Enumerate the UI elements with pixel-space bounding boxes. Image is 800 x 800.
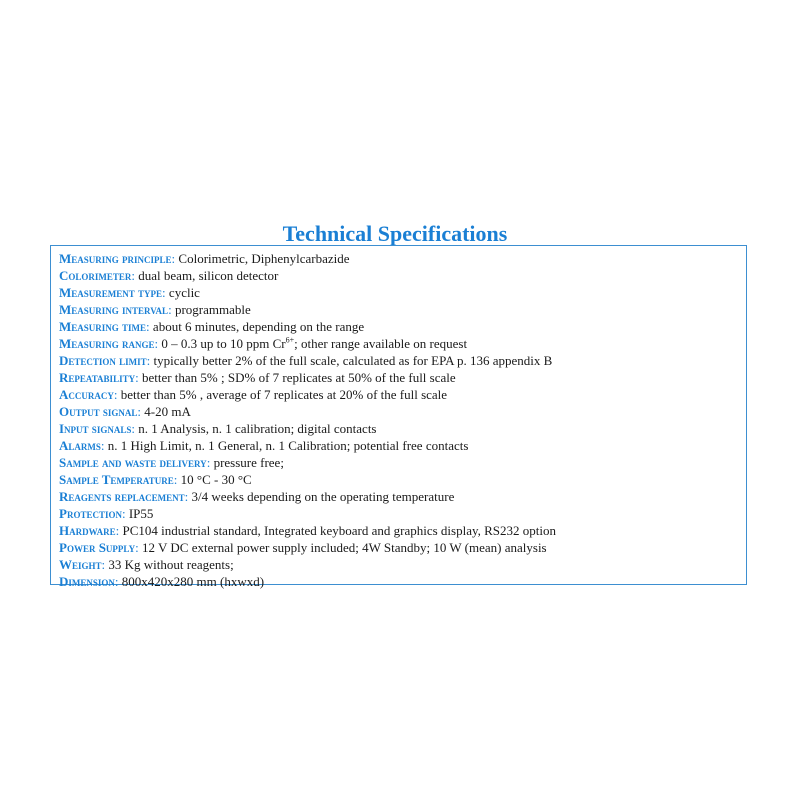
spec-value: typically better 2% of the full scale, calculated as for EPA p. 136 appendix B	[150, 353, 553, 368]
spec-row-dimension: Dimension: 800x420x280 mm (hxwxd)	[59, 574, 265, 589]
spec-label: Repeatability	[59, 370, 136, 385]
spec-value: 12 V DC external power supply included; 4W Standby; 10 W (mean) analysis	[138, 540, 547, 555]
spec-value: n. 1 High Limit, n. 1 General, n. 1 Calibration; potential free contacts	[104, 438, 469, 453]
spec-value: programmable	[171, 302, 251, 317]
spec-value: n. 1 Analysis, n. 1 calibration; digital contacts	[134, 421, 377, 436]
spec-row-reagents-replacement: Reagents replacement: 3/4 weeks depending on the operating temperature	[59, 489, 455, 504]
spec-row-sample-waste-delivery: Sample and waste delivery: pressure free;	[59, 455, 284, 470]
spec-label: Sample Temperature	[59, 472, 174, 487]
spec-value: better than 5% , average of 7 replicates at 20% of the full scale	[117, 387, 448, 402]
spec-value: 800x420x280 mm (hxwxd)	[118, 574, 265, 589]
spec-label: Measuring time	[59, 319, 147, 334]
spec-row-protection: Protection: IP55	[59, 506, 154, 521]
spec-value: 4-20 mA	[141, 404, 191, 419]
spec-row-hardware: Hardware: PC104 industrial standard, Integrated keyboard and graphics display, RS232 option	[59, 523, 557, 538]
spec-value: better than 5% ; SD% of 7 replicates at 50% of the full scale	[138, 370, 456, 385]
spec-value: 3/4 weeks depending on the operating temperature	[188, 489, 455, 504]
spec-superscript: 6+	[285, 335, 295, 345]
spec-label: Hardware	[59, 523, 116, 538]
spec-value: IP55	[125, 506, 154, 521]
spec-label: Reagents replacement	[59, 489, 185, 504]
spec-label: Measuring range	[59, 336, 155, 351]
spec-label: Alarms	[59, 438, 101, 453]
spec-label: Output signal	[59, 404, 138, 419]
spec-label: Dimension	[59, 574, 115, 589]
spec-label: Measuring principle	[59, 251, 172, 266]
spec-label: Weight	[59, 557, 102, 572]
spec-row-measuring-principle: Measuring principle: Colorimetric, Diphenylcarbazide	[59, 251, 350, 266]
spec-row-detection-limit: Detection limit: typically better 2% of the full scale, calculated as for EPA p. 136 appendix B	[59, 353, 553, 368]
spec-value: cyclic	[165, 285, 200, 300]
spec-label: Colorimeter	[59, 268, 132, 283]
spec-label: Protection	[59, 506, 122, 521]
spec-value-after: ; other range available on request	[294, 336, 468, 351]
spec-label: Measurement type	[59, 285, 163, 300]
spec-label: Sample and waste delivery	[59, 455, 207, 470]
spec-row-accuracy: Accuracy: better than 5% , average of 7 replicates at 20% of the full scale	[59, 387, 448, 402]
spec-row-colorimeter: Colorimeter: dual beam, silicon detector	[59, 268, 279, 283]
spec-value: 10 °C - 30 °C	[177, 472, 252, 487]
spec-row-input-signals: Input signals: n. 1 Analysis, n. 1 calibration; digital contacts	[59, 421, 377, 436]
spec-value: pressure free;	[210, 455, 284, 470]
spec-row-measuring-interval: Measuring interval: programmable	[59, 302, 251, 317]
spec-value: Colorimetric, Diphenylcarbazide	[175, 251, 350, 266]
spec-row-measurement-type: Measurement type: cyclic	[59, 285, 200, 300]
spec-label: Detection limit	[59, 353, 147, 368]
spec-row-alarms: Alarms: n. 1 High Limit, n. 1 General, n. 1 Calibration; potential free contacts	[59, 438, 469, 453]
spec-table	[50, 245, 747, 589]
spec-label: Accuracy	[59, 387, 114, 402]
spec-label: Power Supply	[59, 540, 136, 555]
spec-value: dual beam, silicon detector	[135, 268, 279, 283]
spec-row-sample-temperature: Sample Temperature: 10 °C - 30 °C	[59, 472, 252, 487]
spec-value: PC104 industrial standard, Integrated keyboard and graphics display, RS232 option	[119, 523, 557, 538]
page-title: Technical Specifications	[282, 221, 508, 246]
spec-row-measuring-range: Measuring range: 0 – 0.3 up to 10 ppm $Cr^{6+}$; other range available on request	[59, 335, 468, 351]
spec-label: Measuring interval	[59, 302, 169, 317]
spec-value: 33 Kg without reagents;	[105, 557, 234, 572]
spec-row-output-signal: Output signal: 4-20 mA	[59, 404, 191, 419]
spec-row-weight: Weight: 33 Kg without reagents;	[59, 557, 234, 572]
spec-label: Input signals	[59, 421, 132, 436]
spec-row-repeatability: Repeatability: better than 5% ; SD% of 7 replicates at 50% of the full scale	[59, 370, 456, 385]
spec-value: about 6 minutes, depending on the range	[149, 319, 365, 334]
spec-row-power-supply: Power Supply: 12 V DC external power supply included; 4W Standby; 10 W (mean) analysis	[59, 540, 547, 555]
spec-value: 0 – 0.3 up to 10 ppm Cr	[158, 336, 286, 351]
spec-row-measuring-time: Measuring time: about 6 minutes, depending on the range	[59, 319, 365, 334]
